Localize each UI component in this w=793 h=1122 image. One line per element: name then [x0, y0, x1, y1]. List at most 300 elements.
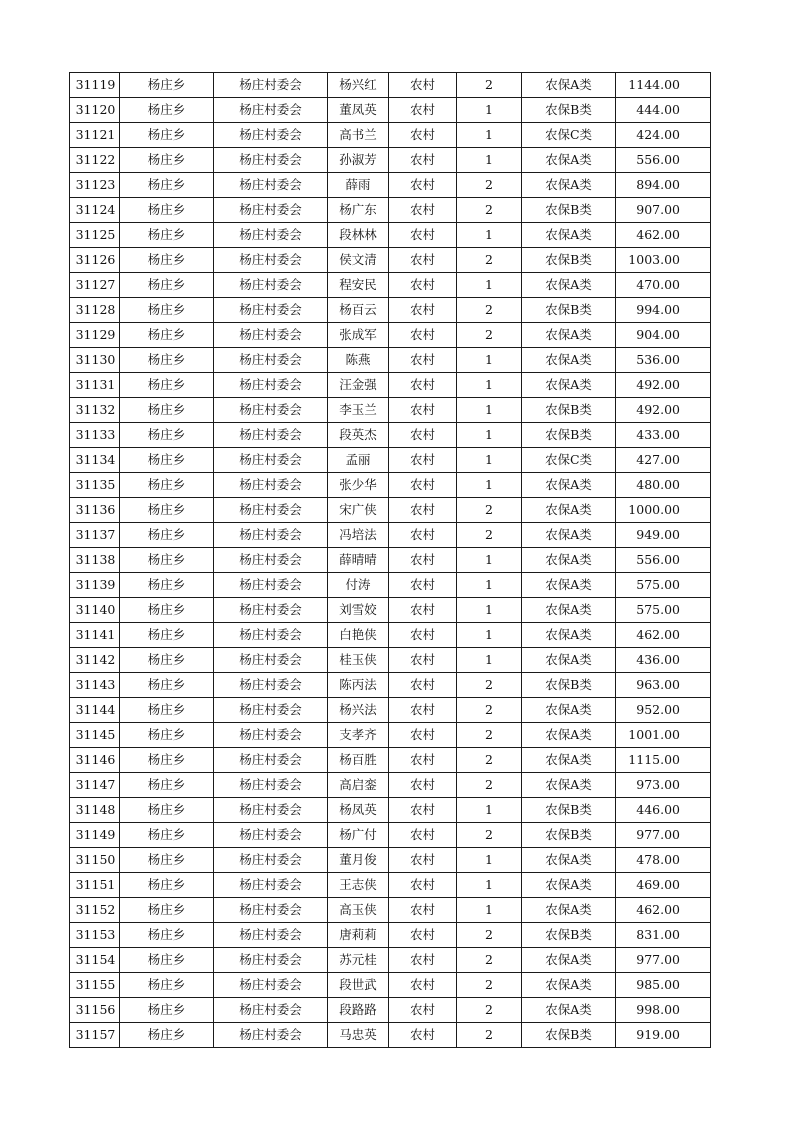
person-count-cell: 1 — [457, 848, 522, 873]
household-type-cell: 农村 — [389, 473, 457, 498]
committee-cell: 杨庄村委会 — [214, 323, 328, 348]
name-cell: 高启銮 — [328, 773, 389, 798]
person-count-cell: 2 — [457, 73, 522, 98]
table-row — [70, 173, 711, 198]
committee-cell: 杨庄村委会 — [214, 723, 328, 748]
category-cell: 农保A类 — [522, 373, 616, 398]
table-row — [70, 673, 711, 698]
table-row — [70, 623, 711, 648]
amount-cell: 478.00 — [616, 848, 711, 873]
household-type-cell: 农村 — [389, 573, 457, 598]
person-count-cell: 1 — [457, 573, 522, 598]
record-id-cell: 31120 — [70, 98, 120, 123]
person-count-cell: 2 — [457, 923, 522, 948]
household-type-cell: 农村 — [389, 673, 457, 698]
person-count-cell: 2 — [457, 673, 522, 698]
record-id-cell: 31154 — [70, 948, 120, 973]
household-type-cell: 农村 — [389, 773, 457, 798]
person-count-cell: 2 — [457, 823, 522, 848]
township-cell: 杨庄乡 — [120, 773, 214, 798]
household-type-cell: 农村 — [389, 448, 457, 473]
name-cell: 段世武 — [328, 973, 389, 998]
category-cell: 农保A类 — [522, 573, 616, 598]
name-cell: 李玉兰 — [328, 398, 389, 423]
amount-cell: 831.00 — [616, 923, 711, 948]
person-count-cell: 2 — [457, 698, 522, 723]
household-type-cell: 农村 — [389, 373, 457, 398]
category-cell: 农保A类 — [522, 898, 616, 923]
amount-cell: 894.00 — [616, 173, 711, 198]
name-cell: 高书兰 — [328, 123, 389, 148]
record-id-cell: 31153 — [70, 923, 120, 948]
roster-table — [69, 72, 711, 1048]
name-cell: 支孝齐 — [328, 723, 389, 748]
record-id-cell: 31156 — [70, 998, 120, 1023]
person-count-cell: 2 — [457, 498, 522, 523]
category-cell: 农保A类 — [522, 848, 616, 873]
person-count-cell: 1 — [457, 98, 522, 123]
committee-cell: 杨庄村委会 — [214, 273, 328, 298]
amount-cell: 1144.00 — [616, 73, 711, 98]
record-id-cell: 31135 — [70, 473, 120, 498]
person-count-cell: 2 — [457, 298, 522, 323]
township-cell: 杨庄乡 — [120, 598, 214, 623]
township-cell: 杨庄乡 — [120, 848, 214, 873]
table-row — [70, 148, 711, 173]
amount-cell: 977.00 — [616, 948, 711, 973]
household-type-cell: 农村 — [389, 998, 457, 1023]
record-id-cell: 31139 — [70, 573, 120, 598]
amount-cell: 1001.00 — [616, 723, 711, 748]
township-cell: 杨庄乡 — [120, 373, 214, 398]
committee-cell: 杨庄村委会 — [214, 848, 328, 873]
category-cell: 农保B类 — [522, 98, 616, 123]
record-id-cell: 31148 — [70, 798, 120, 823]
person-count-cell: 2 — [457, 198, 522, 223]
household-type-cell: 农村 — [389, 173, 457, 198]
category-cell: 农保A类 — [522, 273, 616, 298]
person-count-cell: 1 — [457, 223, 522, 248]
category-cell: 农保B类 — [522, 298, 616, 323]
table-row — [70, 648, 711, 673]
name-cell: 刘雪姣 — [328, 598, 389, 623]
household-type-cell: 农村 — [389, 748, 457, 773]
person-count-cell: 2 — [457, 973, 522, 998]
name-cell: 张成军 — [328, 323, 389, 348]
committee-cell: 杨庄村委会 — [214, 398, 328, 423]
amount-cell: 963.00 — [616, 673, 711, 698]
roster-table-body — [70, 73, 711, 1048]
township-cell: 杨庄乡 — [120, 173, 214, 198]
household-type-cell: 农村 — [389, 223, 457, 248]
township-cell: 杨庄乡 — [120, 198, 214, 223]
committee-cell: 杨庄村委会 — [214, 298, 328, 323]
township-cell: 杨庄乡 — [120, 723, 214, 748]
table-row — [70, 123, 711, 148]
record-id-cell: 31140 — [70, 598, 120, 623]
table-row — [70, 773, 711, 798]
township-cell: 杨庄乡 — [120, 273, 214, 298]
township-cell: 杨庄乡 — [120, 948, 214, 973]
record-id-cell: 31119 — [70, 73, 120, 98]
record-id-cell: 31142 — [70, 648, 120, 673]
amount-cell: 1003.00 — [616, 248, 711, 273]
household-type-cell: 农村 — [389, 123, 457, 148]
category-cell: 农保A类 — [522, 323, 616, 348]
amount-cell: 556.00 — [616, 548, 711, 573]
name-cell: 段路路 — [328, 998, 389, 1023]
household-type-cell: 农村 — [389, 498, 457, 523]
category-cell: 农保A类 — [522, 623, 616, 648]
household-type-cell: 农村 — [389, 598, 457, 623]
household-type-cell: 农村 — [389, 798, 457, 823]
category-cell: 农保A类 — [522, 723, 616, 748]
record-id-cell: 31123 — [70, 173, 120, 198]
amount-cell: 907.00 — [616, 198, 711, 223]
name-cell: 程安民 — [328, 273, 389, 298]
amount-cell: 994.00 — [616, 298, 711, 323]
amount-cell: 977.00 — [616, 823, 711, 848]
committee-cell: 杨庄村委会 — [214, 348, 328, 373]
committee-cell: 杨庄村委会 — [214, 98, 328, 123]
category-cell: 农保A类 — [522, 948, 616, 973]
record-id-cell: 31157 — [70, 1023, 120, 1048]
committee-cell: 杨庄村委会 — [214, 998, 328, 1023]
table-row — [70, 973, 711, 998]
committee-cell: 杨庄村委会 — [214, 898, 328, 923]
name-cell: 孙淑芳 — [328, 148, 389, 173]
household-type-cell: 农村 — [389, 723, 457, 748]
township-cell: 杨庄乡 — [120, 998, 214, 1023]
household-type-cell: 农村 — [389, 648, 457, 673]
record-id-cell: 31143 — [70, 673, 120, 698]
name-cell: 马忠英 — [328, 1023, 389, 1048]
name-cell: 宋广侠 — [328, 498, 389, 523]
committee-cell: 杨庄村委会 — [214, 548, 328, 573]
table-row — [70, 273, 711, 298]
township-cell: 杨庄乡 — [120, 523, 214, 548]
person-count-cell: 2 — [457, 773, 522, 798]
township-cell: 杨庄乡 — [120, 1023, 214, 1048]
township-cell: 杨庄乡 — [120, 123, 214, 148]
township-cell: 杨庄乡 — [120, 823, 214, 848]
record-id-cell: 31126 — [70, 248, 120, 273]
name-cell: 陈丙法 — [328, 673, 389, 698]
table-row — [70, 348, 711, 373]
household-type-cell: 农村 — [389, 148, 457, 173]
household-type-cell: 农村 — [389, 98, 457, 123]
category-cell: 农保A类 — [522, 698, 616, 723]
table-row — [70, 1023, 711, 1048]
category-cell: 农保A类 — [522, 223, 616, 248]
record-id-cell: 31146 — [70, 748, 120, 773]
name-cell: 薛雨 — [328, 173, 389, 198]
record-id-cell: 31136 — [70, 498, 120, 523]
table-row — [70, 248, 711, 273]
household-type-cell: 农村 — [389, 548, 457, 573]
township-cell: 杨庄乡 — [120, 648, 214, 673]
committee-cell: 杨庄村委会 — [214, 73, 328, 98]
person-count-cell: 2 — [457, 998, 522, 1023]
person-count-cell: 2 — [457, 948, 522, 973]
amount-cell: 575.00 — [616, 573, 711, 598]
township-cell: 杨庄乡 — [120, 798, 214, 823]
table-row — [70, 523, 711, 548]
person-count-cell: 1 — [457, 273, 522, 298]
category-cell: 农保B类 — [522, 923, 616, 948]
name-cell: 董凤英 — [328, 98, 389, 123]
name-cell: 段英杰 — [328, 423, 389, 448]
table-row — [70, 473, 711, 498]
committee-cell: 杨庄村委会 — [214, 148, 328, 173]
amount-cell: 433.00 — [616, 423, 711, 448]
household-type-cell: 农村 — [389, 848, 457, 873]
person-count-cell: 1 — [457, 648, 522, 673]
table-row — [70, 423, 711, 448]
household-type-cell: 农村 — [389, 1023, 457, 1048]
amount-cell: 492.00 — [616, 373, 711, 398]
record-id-cell: 31124 — [70, 198, 120, 223]
record-id-cell: 31155 — [70, 973, 120, 998]
township-cell: 杨庄乡 — [120, 548, 214, 573]
township-cell: 杨庄乡 — [120, 698, 214, 723]
household-type-cell: 农村 — [389, 898, 457, 923]
category-cell: 农保A类 — [522, 173, 616, 198]
name-cell: 汪金强 — [328, 373, 389, 398]
committee-cell: 杨庄村委会 — [214, 473, 328, 498]
name-cell: 陈燕 — [328, 348, 389, 373]
category-cell: 农保B类 — [522, 248, 616, 273]
amount-cell: 444.00 — [616, 98, 711, 123]
record-id-cell: 31121 — [70, 123, 120, 148]
table-row — [70, 398, 711, 423]
person-count-cell: 2 — [457, 523, 522, 548]
committee-cell: 杨庄村委会 — [214, 248, 328, 273]
committee-cell: 杨庄村委会 — [214, 948, 328, 973]
committee-cell: 杨庄村委会 — [214, 773, 328, 798]
amount-cell: 949.00 — [616, 523, 711, 548]
table-row — [70, 223, 711, 248]
amount-cell: 973.00 — [616, 773, 711, 798]
name-cell: 高玉侠 — [328, 898, 389, 923]
amount-cell: 480.00 — [616, 473, 711, 498]
household-type-cell: 农村 — [389, 698, 457, 723]
committee-cell: 杨庄村委会 — [214, 123, 328, 148]
household-type-cell: 农村 — [389, 198, 457, 223]
township-cell: 杨庄乡 — [120, 73, 214, 98]
table-row — [70, 848, 711, 873]
person-count-cell: 2 — [457, 248, 522, 273]
committee-cell: 杨庄村委会 — [214, 373, 328, 398]
category-cell: 农保A类 — [522, 748, 616, 773]
township-cell: 杨庄乡 — [120, 223, 214, 248]
committee-cell: 杨庄村委会 — [214, 1023, 328, 1048]
name-cell: 白艳侠 — [328, 623, 389, 648]
person-count-cell: 1 — [457, 598, 522, 623]
record-id-cell: 31137 — [70, 523, 120, 548]
committee-cell: 杨庄村委会 — [214, 923, 328, 948]
amount-cell: 985.00 — [616, 973, 711, 998]
household-type-cell: 农村 — [389, 73, 457, 98]
committee-cell: 杨庄村委会 — [214, 748, 328, 773]
household-type-cell: 农村 — [389, 823, 457, 848]
name-cell: 董月俊 — [328, 848, 389, 873]
document-page — [69, 72, 711, 1048]
township-cell: 杨庄乡 — [120, 148, 214, 173]
table-row — [70, 448, 711, 473]
record-id-cell: 31134 — [70, 448, 120, 473]
amount-cell: 462.00 — [616, 223, 711, 248]
household-type-cell: 农村 — [389, 873, 457, 898]
township-cell: 杨庄乡 — [120, 673, 214, 698]
name-cell: 孟丽 — [328, 448, 389, 473]
person-count-cell: 1 — [457, 548, 522, 573]
name-cell: 杨兴红 — [328, 73, 389, 98]
record-id-cell: 31147 — [70, 773, 120, 798]
category-cell: 农保B类 — [522, 823, 616, 848]
category-cell: 农保A类 — [522, 348, 616, 373]
township-cell: 杨庄乡 — [120, 973, 214, 998]
table-row — [70, 748, 711, 773]
township-cell: 杨庄乡 — [120, 473, 214, 498]
household-type-cell: 农村 — [389, 273, 457, 298]
category-cell: 农保A类 — [522, 773, 616, 798]
record-id-cell: 31129 — [70, 323, 120, 348]
amount-cell: 470.00 — [616, 273, 711, 298]
person-count-cell: 2 — [457, 323, 522, 348]
amount-cell: 952.00 — [616, 698, 711, 723]
table-row — [70, 698, 711, 723]
record-id-cell: 31138 — [70, 548, 120, 573]
person-count-cell: 1 — [457, 623, 522, 648]
name-cell: 侯文清 — [328, 248, 389, 273]
committee-cell: 杨庄村委会 — [214, 448, 328, 473]
name-cell: 冯培法 — [328, 523, 389, 548]
table-row — [70, 948, 711, 973]
committee-cell: 杨庄村委会 — [214, 498, 328, 523]
committee-cell: 杨庄村委会 — [214, 823, 328, 848]
name-cell: 杨百胜 — [328, 748, 389, 773]
name-cell: 张少华 — [328, 473, 389, 498]
record-id-cell: 31130 — [70, 348, 120, 373]
category-cell: 农保B类 — [522, 398, 616, 423]
township-cell: 杨庄乡 — [120, 248, 214, 273]
person-count-cell: 2 — [457, 173, 522, 198]
category-cell: 农保A类 — [522, 548, 616, 573]
amount-cell: 904.00 — [616, 323, 711, 348]
amount-cell: 919.00 — [616, 1023, 711, 1048]
record-id-cell: 31132 — [70, 398, 120, 423]
name-cell: 杨兴法 — [328, 698, 389, 723]
table-row — [70, 198, 711, 223]
committee-cell: 杨庄村委会 — [214, 598, 328, 623]
township-cell: 杨庄乡 — [120, 573, 214, 598]
record-id-cell: 31131 — [70, 373, 120, 398]
table-row — [70, 898, 711, 923]
category-cell: 农保B类 — [522, 198, 616, 223]
record-id-cell: 31141 — [70, 623, 120, 648]
record-id-cell: 31151 — [70, 873, 120, 898]
committee-cell: 杨庄村委会 — [214, 173, 328, 198]
record-id-cell: 31144 — [70, 698, 120, 723]
category-cell: 农保A类 — [522, 998, 616, 1023]
category-cell: 农保A类 — [522, 648, 616, 673]
person-count-cell: 1 — [457, 373, 522, 398]
table-row — [70, 298, 711, 323]
amount-cell: 424.00 — [616, 123, 711, 148]
committee-cell: 杨庄村委会 — [214, 673, 328, 698]
name-cell: 苏元桂 — [328, 948, 389, 973]
person-count-cell: 1 — [457, 398, 522, 423]
name-cell: 杨百云 — [328, 298, 389, 323]
category-cell: 农保A类 — [522, 523, 616, 548]
committee-cell: 杨庄村委会 — [214, 698, 328, 723]
household-type-cell: 农村 — [389, 923, 457, 948]
amount-cell: 427.00 — [616, 448, 711, 473]
name-cell: 付涛 — [328, 573, 389, 598]
name-cell: 杨凤英 — [328, 798, 389, 823]
person-count-cell: 2 — [457, 1023, 522, 1048]
township-cell: 杨庄乡 — [120, 423, 214, 448]
name-cell: 桂玉侠 — [328, 648, 389, 673]
township-cell: 杨庄乡 — [120, 448, 214, 473]
township-cell: 杨庄乡 — [120, 398, 214, 423]
category-cell: 农保A类 — [522, 873, 616, 898]
category-cell: 农保C类 — [522, 448, 616, 473]
name-cell: 段林林 — [328, 223, 389, 248]
category-cell: 农保B类 — [522, 673, 616, 698]
township-cell: 杨庄乡 — [120, 923, 214, 948]
household-type-cell: 农村 — [389, 623, 457, 648]
amount-cell: 998.00 — [616, 998, 711, 1023]
category-cell: 农保B类 — [522, 423, 616, 448]
township-cell: 杨庄乡 — [120, 98, 214, 123]
township-cell: 杨庄乡 — [120, 298, 214, 323]
category-cell: 农保A类 — [522, 973, 616, 998]
household-type-cell: 农村 — [389, 398, 457, 423]
record-id-cell: 31149 — [70, 823, 120, 848]
amount-cell: 446.00 — [616, 798, 711, 823]
record-id-cell: 31128 — [70, 298, 120, 323]
name-cell: 唐莉莉 — [328, 923, 389, 948]
table-row — [70, 823, 711, 848]
table-row — [70, 548, 711, 573]
committee-cell: 杨庄村委会 — [214, 423, 328, 448]
table-row — [70, 573, 711, 598]
committee-cell: 杨庄村委会 — [214, 648, 328, 673]
township-cell: 杨庄乡 — [120, 623, 214, 648]
table-row — [70, 323, 711, 348]
committee-cell: 杨庄村委会 — [214, 973, 328, 998]
household-type-cell: 农村 — [389, 973, 457, 998]
person-count-cell: 1 — [457, 148, 522, 173]
committee-cell: 杨庄村委会 — [214, 573, 328, 598]
person-count-cell: 1 — [457, 348, 522, 373]
amount-cell: 436.00 — [616, 648, 711, 673]
committee-cell: 杨庄村委会 — [214, 798, 328, 823]
amount-cell: 575.00 — [616, 598, 711, 623]
household-type-cell: 农村 — [389, 323, 457, 348]
category-cell: 农保A类 — [522, 148, 616, 173]
table-row — [70, 873, 711, 898]
category-cell: 农保A类 — [522, 598, 616, 623]
committee-cell: 杨庄村委会 — [214, 623, 328, 648]
committee-cell: 杨庄村委会 — [214, 223, 328, 248]
category-cell: 农保A类 — [522, 498, 616, 523]
category-cell: 农保A类 — [522, 473, 616, 498]
table-row — [70, 498, 711, 523]
amount-cell: 492.00 — [616, 398, 711, 423]
